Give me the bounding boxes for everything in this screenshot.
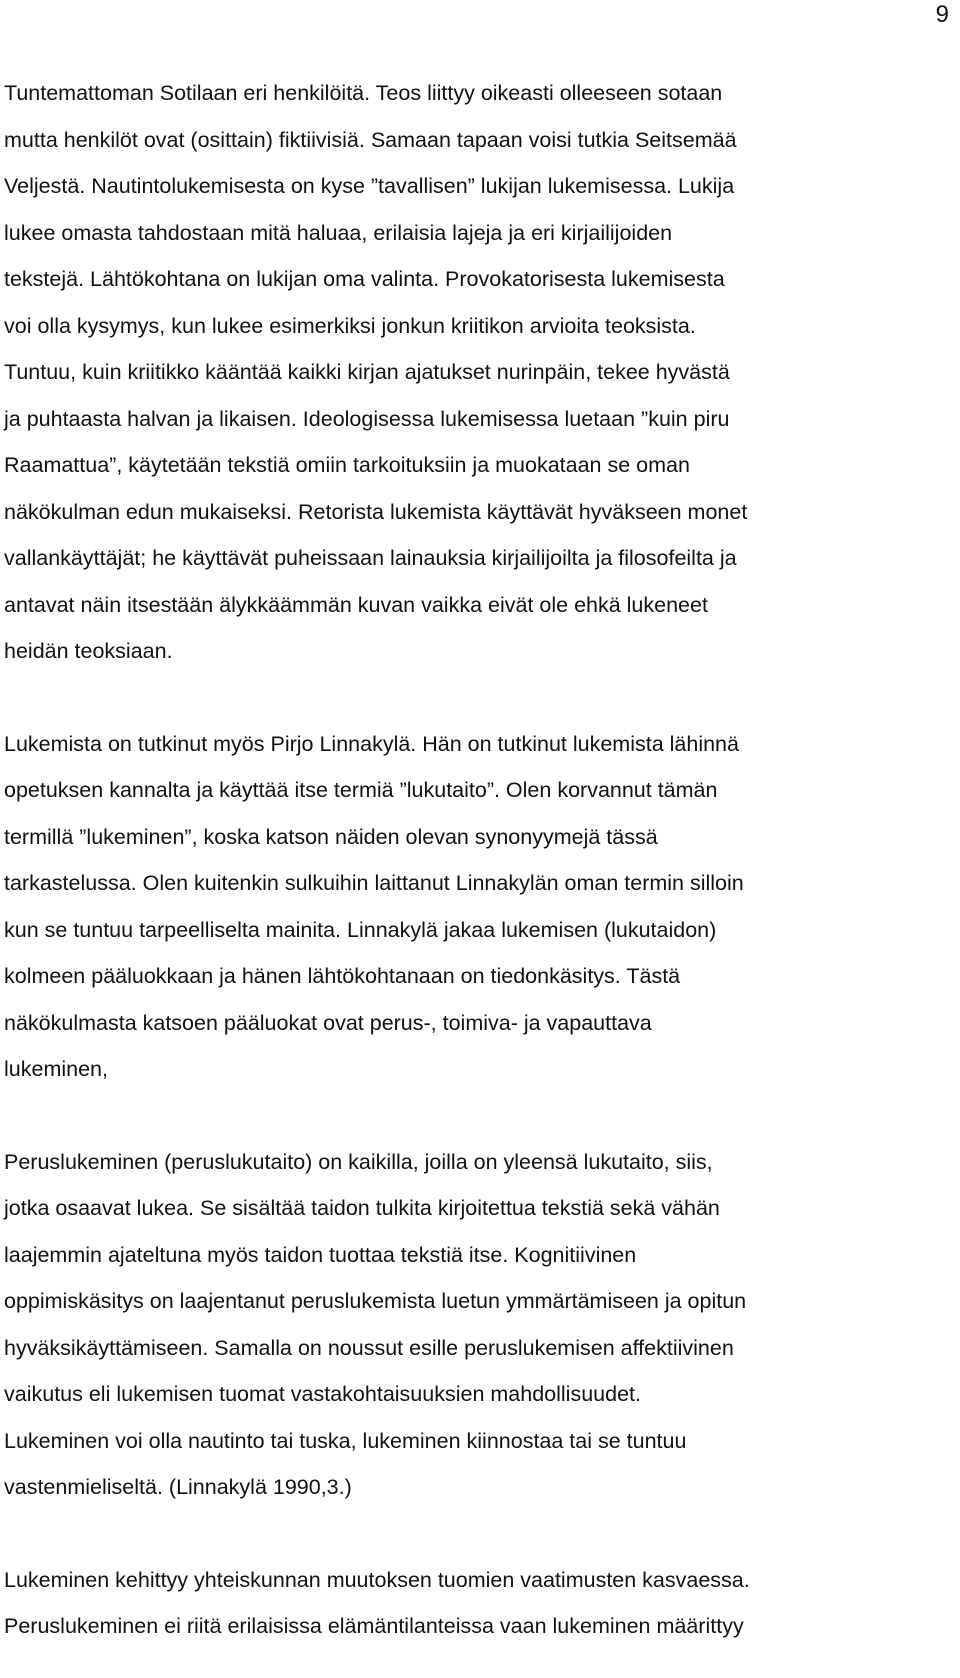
text-line: antavat näin itsestään älykkäämmän kuvan vaikka eivät ole ehkä lukeneet [4, 592, 708, 617]
text-line: Lukeminen kehittyy yhteiskunnan muutoksen tuomien vaatimusten kasvaessa. [4, 1567, 750, 1592]
text-line: näkökulman edun mukaiseksi. Retorista lukemista käyttävät hyväkseen monet [4, 499, 748, 524]
text-line: Tuntemattoman Sotilaan eri henkilöitä. Teos liittyy oikeasti olleeseen sotaan [4, 81, 723, 105]
text-line: tarkastelussa. Olen kuitenkin sulkuihin laittanut Linnakylän oman termin silloin [4, 871, 744, 895]
text-line: Peruslukeminen (peruslukutaito) on kaikilla, joilla on yleensä lukutaito, siis, [4, 1149, 713, 1174]
text-line: mutta henkilöt ovat (osittain) fiktiivisiä. Samaan tapaan voisi tutkia Seitsemää [4, 127, 737, 152]
text-line: tekstejä. Lähtökohtana on lukijan oma valinta. Provokatorisesta lukemisesta [4, 267, 725, 291]
paragraph-3 [4, 1139, 954, 1511]
text-line: Veljestä. Nautintolukemisesta on kyse ”tavallisen” lukijan lukemisessa. Lukija [4, 174, 735, 198]
text-line: kun se tuntuu tarpeelliselta mainita. Linnakylä jakaa lukemisen (lukutaidon) [4, 917, 717, 942]
text-line: Raamattua”, käytetään tekstiä omiin tarkoituksiin ja muokataan se oman [4, 453, 690, 477]
paragraph-4 [4, 1557, 954, 1650]
text-line: voi olla kysymys, kun lukee esimerkiksi jonkun kriitikon arvioita teoksista. [4, 313, 696, 338]
text-line: Peruslukeminen ei riitä erilaisissa elämäntilanteissa vaan lukeminen määrittyy [4, 1614, 744, 1638]
text-line: lukeminen, [4, 1057, 108, 1081]
text-line: hyväksikäyttämiseen. Samalla on noussut esille peruslukemisen affektiivinen [4, 1335, 734, 1360]
text-line: vallankäyttäjät; he käyttävät puheissaan lainauksia kirjailijoilta ja filosofeilta ja [4, 546, 737, 570]
text-line: laajemmin ajateltuna myös taidon tuottaa tekstiä itse. Kognitiivinen [4, 1242, 637, 1267]
text-line: vastenmieliseltä. (Linnakylä 1990,3.) [4, 1475, 352, 1499]
text-line: Lukeminen voi olla nautinto tai tuska, lukeminen kiinnostaa tai se tuntuu [4, 1428, 687, 1453]
page-number: 9 [935, 1, 949, 28]
text-line: Tuntuu, kuin kriitikko kääntää kaikki kirjan ajatukset nurinpäin, tekee hyvästä [4, 360, 730, 384]
text-line: opetuksen kannalta ja käyttää itse termiä ”lukutaito”. Olen korvannut tämän [4, 778, 718, 802]
text-line: vaikutus eli lukemisen tuomat vastakohtaisuuksien mahdollisuudet. [4, 1382, 641, 1406]
text-line: kolmeen pääluokkaan ja hänen lähtökohtanaan on tiedonkäsitys. Tästä [4, 964, 681, 988]
text-line: termillä ”lukeminen”, koska katson näiden olevan synonyymejä tässä [4, 824, 658, 849]
text-line: heidän teoksiaan. [4, 639, 173, 663]
text-line: Lukemista on tutkinut myös Pirjo Linnakylä. Hän on tutkinut lukemista lähinnä [4, 731, 739, 756]
document-body [4, 70, 954, 1650]
text-line: ja puhtaasta halvan ja likaisen. Ideologisessa lukemisessa luetaan ”kuin piru [4, 406, 730, 431]
text-line: näkökulmasta katsoen pääluokat ovat perus-, toimiva- ja vapauttava [4, 1010, 652, 1035]
text-line: lukee omasta tahdostaan mitä haluaa, erilaisia lajeja ja eri kirjailijoiden [4, 220, 673, 245]
paragraph-1 [4, 70, 954, 675]
text-line: oppimiskäsitys on laajentanut peruslukemista luetun ymmärtämiseen ja opitun [4, 1289, 747, 1313]
paragraph-2 [4, 721, 954, 1093]
text-line: jotka osaavat lukea. Se sisältää taidon tulkita kirjoitettua tekstiä sekä vähän [4, 1196, 720, 1220]
